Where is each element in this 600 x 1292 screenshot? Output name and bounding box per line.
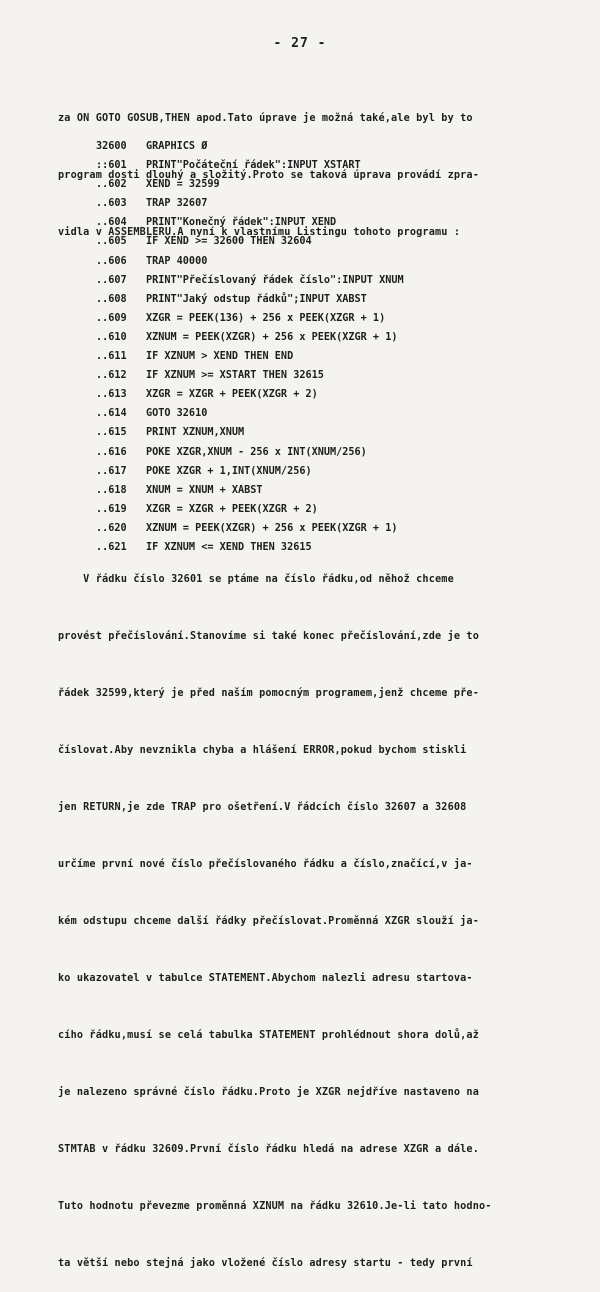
code-line [96, 213, 566, 232]
code-line [96, 423, 566, 442]
text-line: jen RETURN,je zde TRAP pro ošetření.V řádcích číslo 32607 a 32608 [58, 802, 467, 813]
code-line [96, 385, 566, 404]
code-line [96, 194, 566, 213]
code-line [96, 175, 566, 194]
line-number: ..619 [96, 503, 127, 515]
text-line: za ON GOTO GOSUB,THEN apod.Tato úprave je možná také,ale byl by to [58, 113, 473, 124]
statement: IF XZNUM > XEND THEN END [146, 351, 294, 363]
code-line [96, 366, 566, 385]
line-number: ..616 [96, 446, 127, 458]
line-number: ::601 [96, 160, 127, 172]
code-line [96, 500, 566, 519]
line-number: ..611 [96, 351, 127, 363]
text-line: číslovat.Aby nevznikla chyba a hlášení ERROR,pokud bychom stiskli [58, 745, 467, 756]
line-number: ..613 [96, 389, 127, 401]
statement: XEND = 32599 [146, 179, 220, 191]
line-number: ..604 [96, 217, 127, 229]
line-number: ..602 [96, 179, 127, 191]
text-line: STMTAB v řádku 32609.První číslo řádku hledá na adrese XZGR a dále. [58, 1144, 479, 1155]
line-number: ..610 [96, 331, 127, 343]
statement: XZGR = XZGR + PEEK(XZGR + 2) [146, 503, 318, 515]
code-line [96, 481, 566, 500]
line-number: ..617 [96, 465, 127, 477]
line-number: ..609 [96, 312, 127, 324]
code-line [96, 156, 566, 175]
statement: TRAP 40000 [146, 255, 208, 267]
line-number: ..607 [96, 274, 127, 286]
line-number: ..614 [96, 408, 127, 420]
statement: PRINT"Přečíslovaný řádek číslo":INPUT XNUM [146, 274, 404, 286]
statement: PRINT XZNUM,XNUM [146, 427, 245, 439]
text-line: určíme první nové číslo přečíslovaného řádku a číslo,značící,v ja- [58, 859, 473, 870]
text-line: ta větší nebo stejná jako vložené číslo adresy startu - tedy první [58, 1258, 473, 1269]
code-line [96, 462, 566, 481]
statement: GOTO 32610 [146, 408, 208, 420]
code-line [96, 290, 566, 309]
statement: XZNUM = PEEK(XZGR) + 256 x PEEK(XZGR + 1) [146, 331, 398, 343]
text-line: je nalezeno správné číslo řádku.Proto je XZGR nejdříve nastaveno na [58, 1087, 479, 1098]
text-line: řádek 32599,který je před naším pomocným programem,jenž chceme pře- [58, 688, 479, 699]
line-number: ..615 [96, 427, 127, 439]
statement: XNUM = XNUM + XABST [146, 484, 263, 496]
statement: PRINT"Počáteční řádek":INPUT XSTART [146, 160, 361, 172]
basic-listing [96, 137, 566, 557]
statement: XZGR = PEEK(136) + 256 x PEEK(XZGR + 1) [146, 312, 386, 324]
statement: IF XZNUM >= XSTART THEN 32615 [146, 370, 324, 382]
text-line: cího řádku,musí se celá tabulka STATEMENT prohlédnout shora dolů,až [58, 1030, 479, 1041]
line-number: 32600 [96, 141, 127, 152]
page-number: - 27 - [273, 36, 327, 51]
code-line [96, 404, 566, 423]
text-line: vidla v ASSEMBLERU.A nyní k vlastnímu Listingu tohoto programu : [58, 227, 461, 238]
line-number: ..621 [96, 541, 127, 553]
text-line: ko ukazovatel v tabulce STATEMENT.Abychom nalezli adresu startova- [58, 973, 473, 984]
statement: POKE XZGR + 1,INT(XNUM/256) [146, 465, 312, 477]
code-line [96, 271, 566, 290]
code-line [96, 443, 566, 462]
statement: IF XZNUM <= XEND THEN 32615 [146, 541, 312, 553]
text-line: provést přečíslování.Stanovíme si také konec přečíslování,zde je to [58, 631, 479, 642]
text-line: program dosti dlouhý a složitý.Proto se taková úprava provádí zpra- [58, 170, 479, 181]
code-line [96, 137, 566, 156]
line-number: ..603 [96, 198, 127, 210]
statement: XZNUM = PEEK(XZGR) + 256 x PEEK(XZGR + 1) [146, 522, 398, 534]
text-line: Tuto hodnotu převezme proměnná XZNUM na řádku 32610.Je-li tato hodno- [58, 1201, 492, 1212]
explanation-paragraph [58, 532, 558, 1292]
text-line: V řádku číslo 32601 se ptáme na číslo řádku,od něhož chceme [58, 574, 454, 585]
line-number: ..620 [96, 522, 127, 534]
code-line [96, 309, 566, 328]
line-number: ..618 [96, 484, 127, 496]
line-number: ..605 [96, 236, 127, 248]
statement: GRAPHICS Ø [146, 141, 208, 152]
code-line [96, 328, 566, 347]
statement: PRINT"Konečný řádek":INPUT XEND [146, 217, 337, 229]
statement: XZGR = XZGR + PEEK(XZGR + 2) [146, 389, 318, 401]
statement: TRAP 32607 [146, 198, 208, 210]
code-line [96, 232, 566, 251]
line-number: ..606 [96, 255, 127, 267]
line-number: ..612 [96, 370, 127, 382]
text-line: kém odstupu chceme další řádky přečíslovat.Proměnná XZGR slouží ja- [58, 916, 479, 927]
statement: POKE XZGR,XNUM - 256 x INT(XNUM/256) [146, 446, 367, 458]
statement: PRINT"Jaký odstup řádků";INPUT XABST [146, 293, 367, 305]
code-line [96, 252, 566, 271]
statement: IF XEND >= 32600 THEN 32604 [146, 236, 312, 248]
code-line [96, 347, 566, 366]
line-number: ..608 [96, 293, 127, 305]
